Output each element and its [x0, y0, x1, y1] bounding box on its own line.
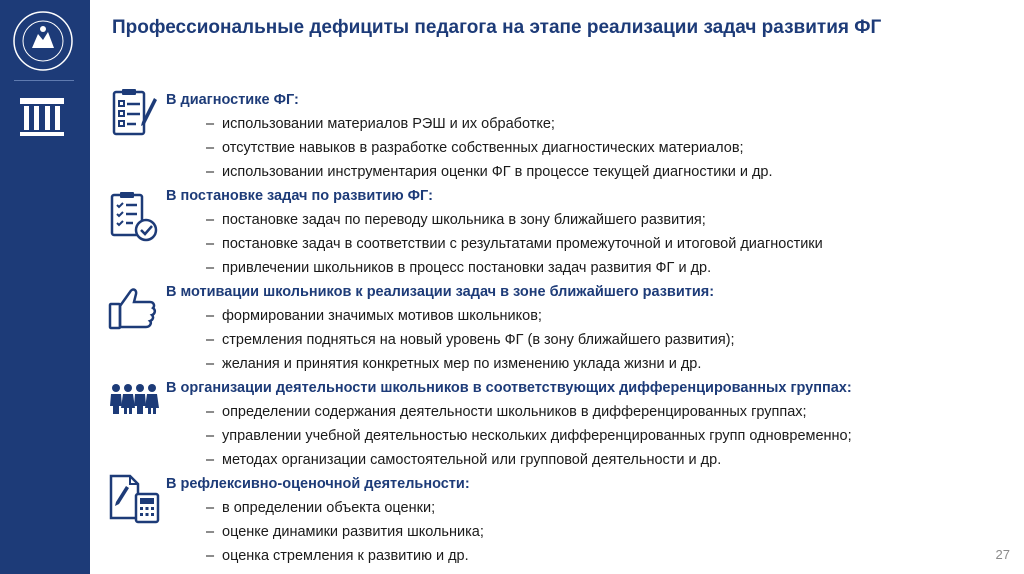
list-item: [206, 160, 1024, 184]
section-group-organization: [108, 376, 1024, 472]
dash: –: [206, 308, 215, 324]
list-item: [206, 496, 1024, 520]
section-heading: В организации деятельности школьников в соответствующих дифференцированных группах:: [166, 380, 852, 396]
sidebar-divider: [14, 80, 74, 81]
list-item-text: постановке задач по переводу школьника в зону ближайшего развития;: [222, 212, 706, 228]
section-reflexive-evaluation: [108, 472, 1024, 568]
document-calculator-icon: [108, 472, 160, 524]
dash: –: [206, 332, 215, 348]
list-item-text: формировании значимых мотивов школьников;: [222, 308, 542, 324]
thumbs-up-icon: [108, 282, 160, 334]
dash: –: [206, 452, 215, 468]
list-item-text: в определении объекта оценки;: [222, 500, 436, 516]
list-item: [206, 304, 1024, 328]
list-item-text: использовании инструментария оценки ФГ в процессе текущей диагностики и др.: [222, 164, 773, 180]
list-item: [206, 328, 1024, 352]
dash: –: [206, 356, 215, 372]
list-item-text: методах организации самостоятельной или групповой деятельности и др.: [222, 452, 722, 468]
dash: –: [206, 212, 215, 228]
list-item: [206, 424, 1024, 448]
list-item-text: управлении учебной деятельностью нескольких дифференцированных групп одновременно;: [222, 428, 852, 444]
list-item: [206, 400, 1024, 424]
page-title: Профессиональные дефициты педагога на этапе реализации задач развития ФГ: [112, 17, 882, 38]
section-heading: В мотивации школьников к реализации задач в зоне ближайшего развития:: [166, 284, 715, 300]
section-heading: В рефлексивно-оценочной деятельности:: [166, 476, 470, 492]
list-item: [206, 544, 1024, 568]
dash: –: [206, 236, 215, 252]
list-item-text: привлечении школьников в процесс постановки задач развития ФГ и др.: [222, 260, 712, 276]
list-item-text: использовании материалов РЭШ и их обработке;: [222, 116, 555, 132]
list-item: [206, 352, 1024, 376]
list-item: [206, 520, 1024, 544]
building-columns-icon: [18, 96, 66, 138]
dash: –: [206, 428, 215, 444]
group-of-children-icon: [108, 374, 160, 426]
sections-list: [108, 88, 1024, 568]
dash: –: [206, 116, 215, 132]
list-item-text: определении содержания деятельности школьников в дифференцированных группах;: [222, 404, 807, 420]
dash: –: [206, 164, 215, 180]
dash: –: [206, 140, 215, 156]
list-item-text: постановке задач в соответствии с результатами промежуточной и итоговой диагностики: [222, 236, 823, 252]
list-item: [206, 112, 1024, 136]
list-item-text: отсутствие навыков в разработке собственных диагностических материалов;: [222, 140, 744, 156]
section-heading: В постановке задач по развитию ФГ:: [166, 188, 433, 204]
dash: –: [206, 404, 215, 420]
section-diagnostics: [108, 88, 1024, 184]
list-item: [206, 136, 1024, 160]
list-item: [206, 232, 1024, 256]
list-item: [206, 208, 1024, 232]
list-item-text: оценка стремления к развитию и др.: [222, 548, 469, 564]
list-item: [206, 256, 1024, 280]
list-item: [206, 448, 1024, 472]
university-seal-icon: [12, 10, 74, 72]
dash: –: [206, 548, 215, 564]
list-item-text: стремления подняться на новый уровень ФГ (в зону ближайшего развития);: [222, 332, 735, 348]
list-item-text: оценке динамики развития школьника;: [222, 524, 484, 540]
clipboard-check-icon: [108, 190, 160, 242]
checklist-clipboard-icon: [108, 88, 160, 140]
dash: –: [206, 260, 215, 276]
page-number: 27: [995, 547, 1010, 562]
section-motivation: [108, 280, 1024, 376]
section-heading: В диагностике ФГ:: [166, 92, 299, 108]
sidebar: [0, 0, 90, 574]
list-item-text: желания и принятия конкретных мер по изменению уклада жизни и др.: [222, 356, 702, 372]
section-goal-setting: [108, 184, 1024, 280]
dash: –: [206, 500, 215, 516]
dash: –: [206, 524, 215, 540]
